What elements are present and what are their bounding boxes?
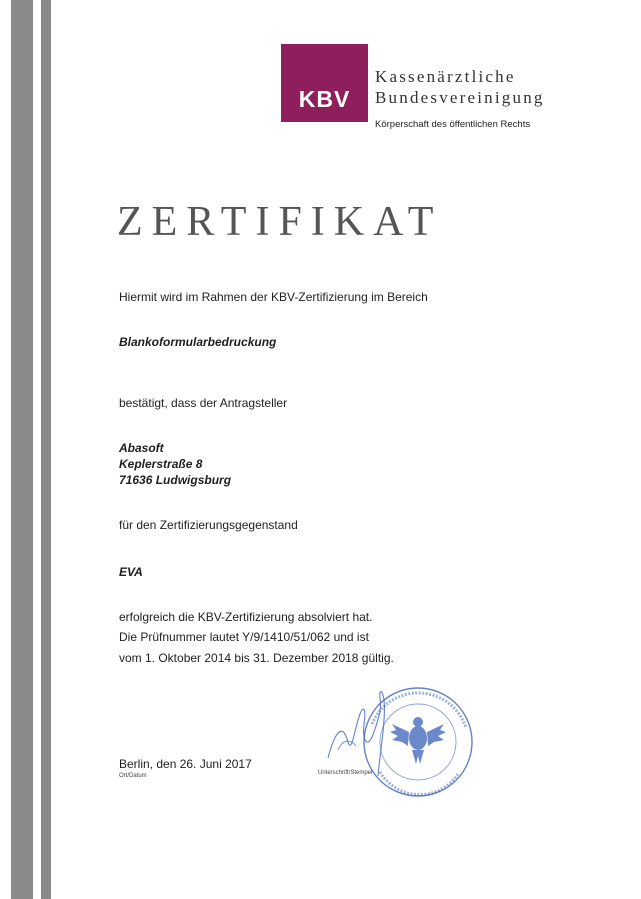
left-border-stripe <box>11 0 33 899</box>
applicant-name: Abasoft <box>119 441 164 455</box>
org-name-line-2: Bundesvereinigung <box>375 88 545 107</box>
kbv-logo <box>281 44 368 122</box>
place-date-label: Ort/Datum <box>119 773 147 779</box>
signature-mark <box>328 692 384 777</box>
org-name-line-1: Kassenärztliche <box>375 67 516 86</box>
certification-area: Blankoformularbedruckung <box>119 335 277 349</box>
org-subtitle: Körperschaft des öffentlichen Rechts <box>375 119 531 130</box>
result-line-2: Die Prüfnummer lautet Y/9/1410/51/062 und ist <box>119 630 369 644</box>
result-line-3: vom 1. Oktober 2014 bis 31. Dezember 2018 gültig. <box>119 651 394 665</box>
signature-label: Unterschrift/Stempel <box>318 770 373 776</box>
result-line-1: erfolgreich die KBV-Zertifizierung absolviert hat. <box>119 610 373 624</box>
left-border-stripe-thin <box>41 0 51 899</box>
official-seal-stamp <box>320 680 480 800</box>
place-date: Berlin, den 26. Juni 2017 <box>119 757 252 771</box>
applicant-street: Keplerstraße 8 <box>119 457 203 471</box>
intro-text: Hiermit wird im Rahmen der KBV-Zertifizierung im Bereich <box>119 290 428 304</box>
certification-subject: EVA <box>119 565 143 579</box>
subject-intro: für den Zertifizierungsgegenstand <box>119 518 298 532</box>
applicant-city: 71636 Ludwigsburg <box>119 473 232 487</box>
kbv-logo-text: KBV <box>298 86 351 112</box>
eagle-emblem <box>390 717 446 764</box>
confirm-text: bestätigt, dass der Antragsteller <box>119 396 288 410</box>
certificate-title: ZERTIFIKAT <box>117 199 443 245</box>
